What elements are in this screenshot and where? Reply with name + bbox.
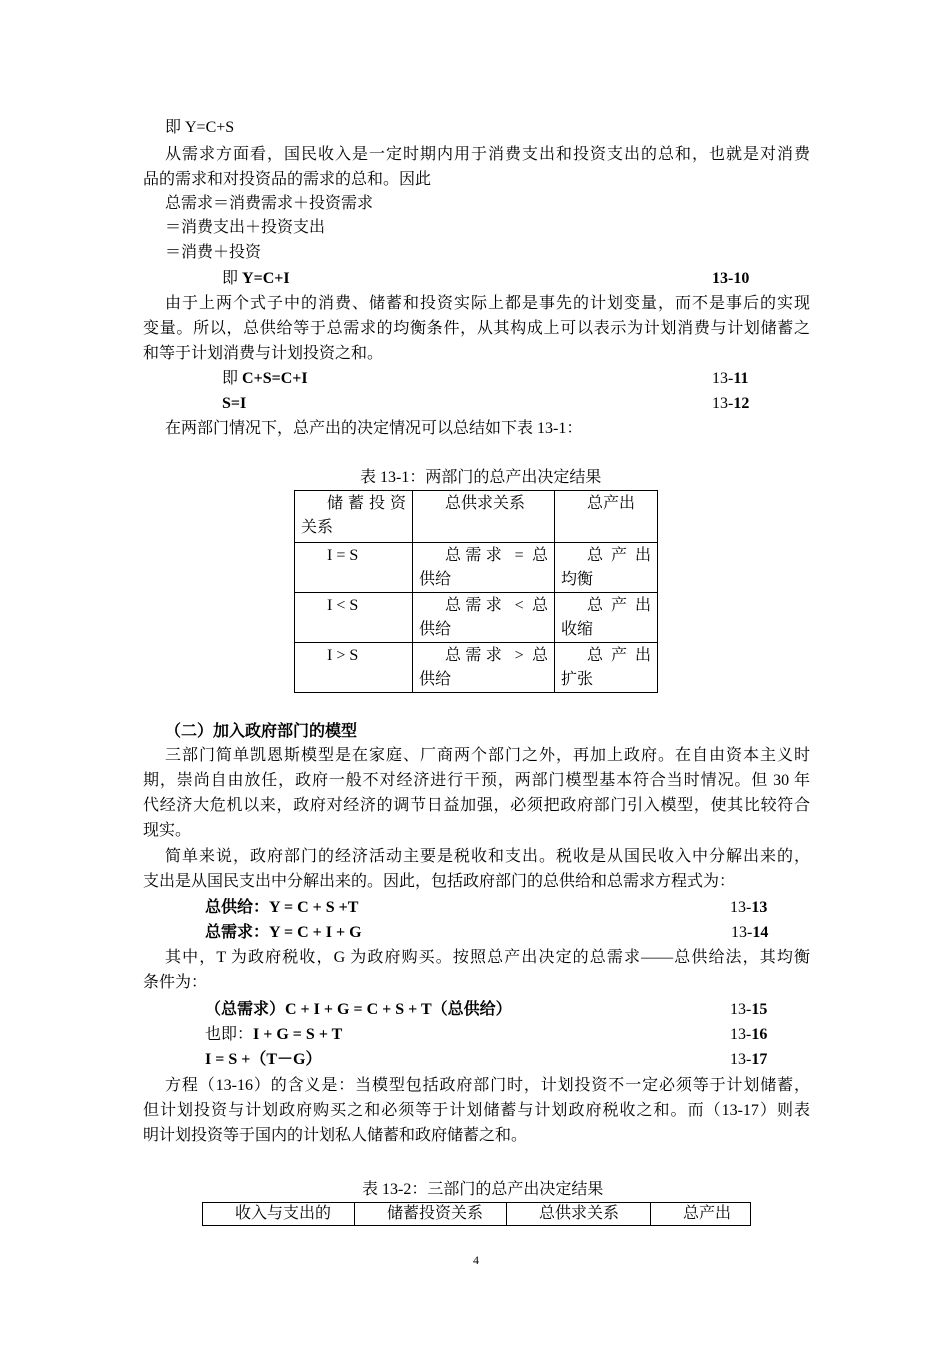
cell-line: 均衡 bbox=[561, 571, 594, 588]
cell-line: 总需求 > 总 bbox=[445, 647, 548, 664]
table1-cell bbox=[413, 543, 555, 593]
table1-header-cell bbox=[555, 491, 658, 543]
cell-line: 供给 bbox=[419, 571, 452, 588]
paragraph-line: 三部门简单凯恩斯模型是在家庭、厂商两个部门之外，再加上政府。在自由资本主义时 bbox=[165, 747, 810, 764]
equation-number-13-15 bbox=[730, 1000, 767, 1020]
table1-caption: 表 13-1：两部门的总产出决定结果 bbox=[360, 469, 602, 486]
table1-cell bbox=[413, 593, 555, 643]
cell-line: 总产出 bbox=[587, 547, 651, 564]
table1-header-cell bbox=[295, 491, 413, 543]
equation-number-suffix: 12 bbox=[733, 395, 750, 412]
equation-number-suffix: 10 bbox=[733, 270, 750, 287]
derivation-line: ＝消费支出＋投资支出 bbox=[165, 219, 326, 236]
cell-line: 供给 bbox=[419, 621, 452, 638]
equation-number-prefix: 13- bbox=[731, 924, 753, 941]
paragraph-line: 条件为： bbox=[143, 974, 208, 991]
table1-cell bbox=[555, 543, 658, 593]
equation-number-suffix: 13 bbox=[751, 899, 768, 916]
table-header-row bbox=[203, 1203, 751, 1226]
equation-formula: I + G = S + T bbox=[253, 1026, 343, 1043]
equation-number-suffix: 11 bbox=[733, 370, 749, 387]
paragraph-line: 简单来说，政府部门的经济活动主要是税收和支出。税收是从国民收入中分解出来的， bbox=[165, 848, 810, 865]
cell-line: 总供求关系 bbox=[539, 1205, 620, 1222]
paragraph-line: 其中，T 为政府税收，G 为政府购买。按照总产出决定的总需求——总供给法，其均衡 bbox=[165, 949, 810, 966]
paragraph-line: 支出是从国民支出中分解出来的。因此，包括政府部门的总供给和总需求方程式为： bbox=[143, 873, 736, 890]
cell-line: 储蓄投资关系 bbox=[387, 1205, 484, 1222]
paragraph-line: 代经济大危机以来，政府对经济的调节日益加强，必须把政府部门引入模型，使其比较符合 bbox=[143, 797, 810, 814]
equation-13-11 bbox=[222, 369, 308, 389]
equation-lead: 即 bbox=[222, 370, 243, 387]
cell-line: 扩张 bbox=[561, 671, 594, 688]
table-header-row bbox=[295, 491, 658, 543]
cell-line: 总产出 bbox=[587, 647, 651, 664]
cell-line: 收缩 bbox=[561, 621, 594, 638]
cell-line: 储蓄投资 bbox=[327, 495, 406, 512]
paragraph-line: 现实。 bbox=[143, 822, 192, 839]
cell-line: I < S bbox=[327, 597, 359, 614]
cell-line: 总供求关系 bbox=[445, 495, 526, 512]
cell-line: 总需求 = 总 bbox=[445, 547, 548, 564]
paragraph-line: 从需求方面看，国民收入是一定时期内用于消费支出和投资支出的总和，也就是对消费 bbox=[165, 146, 810, 163]
table-intro-line: 在两部门情况下，总产出的决定情况可以总结如下表 13-1： bbox=[165, 420, 583, 437]
equation-lead: 总供给： bbox=[205, 899, 270, 916]
table2-header-cell bbox=[507, 1203, 651, 1226]
equation-13-15: （总需求）C + I + G = C + S + T（总供给） bbox=[205, 1001, 512, 1018]
equation-lead: 总需求： bbox=[205, 924, 270, 941]
section-heading: （二）加入政府部门的模型 bbox=[165, 723, 358, 740]
equation-number-suffix: 14 bbox=[752, 924, 769, 941]
table1-cell bbox=[555, 643, 658, 693]
page-number: 4 bbox=[473, 1253, 479, 1267]
cell-line: 收入与支出的 bbox=[235, 1205, 332, 1222]
cell-line: 总产出 bbox=[683, 1205, 732, 1222]
table1-cell bbox=[295, 593, 413, 643]
cell-line: 总需求 < 总 bbox=[445, 597, 548, 614]
paragraph-line: 方程（13-16）的含义是：当模型包括政府部门时，计划投资不一定必须等于计划储蓄， bbox=[165, 1077, 810, 1094]
paragraph-line: 由于上两个式子中的消费、储蓄和投资实际上都是事先的计划变量，而不是事后的实现 bbox=[165, 295, 810, 312]
paragraph-line: 明计划投资等于国内的计划私人储蓄和政府储蓄之和。 bbox=[143, 1127, 528, 1144]
cell-line: 总产出 bbox=[587, 597, 651, 614]
table2-header-cell bbox=[651, 1203, 751, 1226]
table2-caption: 表 13-2：三部门的总产出决定结果 bbox=[362, 1181, 604, 1198]
equation-13-17: I = S +（T－G） bbox=[205, 1051, 322, 1068]
equation-number-prefix: 13- bbox=[712, 395, 734, 412]
table1-header-cell bbox=[413, 491, 555, 543]
equation-number-13-12 bbox=[712, 394, 749, 414]
equation-number-13-17 bbox=[730, 1050, 767, 1070]
table1-cell bbox=[295, 643, 413, 693]
table1 bbox=[294, 490, 658, 693]
equation-number-prefix: 13- bbox=[712, 370, 734, 387]
cell-line: I = S bbox=[327, 547, 359, 564]
equation-y-c-s: 即 Y=C+S bbox=[165, 119, 235, 136]
paragraph-line: 但计划投资与计划政府购买之和必须等于计划储蓄与计划政府税收之和。而（13-17）则表 bbox=[143, 1102, 810, 1119]
table2-header-cell bbox=[355, 1203, 507, 1226]
table1-cell bbox=[555, 593, 658, 643]
equation-number-prefix: 13- bbox=[730, 1001, 752, 1018]
table2-header-cell bbox=[203, 1203, 355, 1226]
equation-number-13-14 bbox=[731, 923, 768, 943]
equation-13-16 bbox=[205, 1025, 342, 1045]
equation-lead: 也即： bbox=[205, 1026, 254, 1043]
paragraph-line: 期，崇尚自由放任，政府一般不对经济进行干预，两部门模型基本符合当时情况。但 30 年 bbox=[143, 772, 810, 789]
equation-number-suffix: 16 bbox=[751, 1026, 768, 1043]
equation-formula: Y=C+I bbox=[242, 270, 290, 287]
equation-lead: 即 bbox=[222, 270, 243, 287]
table1-cell bbox=[413, 643, 555, 693]
table1-cell bbox=[295, 543, 413, 593]
equation-number-prefix: 13- bbox=[730, 1051, 752, 1068]
equation-number-suffix: 17 bbox=[751, 1051, 768, 1068]
equation-formula: C+S=C+I bbox=[242, 370, 308, 387]
cell-line: 总产出 bbox=[587, 495, 636, 512]
paragraph-line: 变量。所以，总供给等于总需求的均衡条件，从其构成上可以表示为计划消费与计划储蓄之 bbox=[143, 320, 810, 337]
cell-line: 供给 bbox=[419, 671, 452, 688]
equation-number-prefix: 13- bbox=[730, 899, 752, 916]
cell-line: I > S bbox=[327, 647, 359, 664]
equation-formula: Y = C + I + G bbox=[269, 924, 362, 941]
equation-number-13-11 bbox=[712, 369, 748, 389]
table2 bbox=[202, 1202, 751, 1226]
equation-number-13-13 bbox=[730, 898, 767, 918]
cell-line: 关系 bbox=[301, 519, 334, 536]
equation-number-prefix: 13- bbox=[730, 1026, 752, 1043]
equation-13-14 bbox=[205, 923, 362, 943]
equation-number-suffix: 15 bbox=[751, 1001, 768, 1018]
derivation-line: ＝消费＋投资 bbox=[165, 244, 262, 261]
equation-13-10 bbox=[222, 269, 290, 289]
equation-formula: Y = C + S +T bbox=[269, 899, 359, 916]
derivation-line: 总需求＝消费需求＋投资需求 bbox=[165, 195, 374, 212]
table-row bbox=[295, 593, 658, 643]
paragraph-line: 和等于计划消费与计划投资之和。 bbox=[143, 345, 384, 362]
equation-number-13-10 bbox=[712, 269, 749, 289]
equation-13-12: S=I bbox=[222, 395, 247, 412]
equation-number-13-16 bbox=[730, 1025, 767, 1045]
paragraph-line: 品的需求和对投资品的需求的总和。因此 bbox=[143, 171, 432, 188]
equation-13-13 bbox=[205, 898, 358, 918]
equation-number-prefix: 13- bbox=[712, 270, 734, 287]
table-row bbox=[295, 543, 658, 593]
table-row bbox=[295, 643, 658, 693]
